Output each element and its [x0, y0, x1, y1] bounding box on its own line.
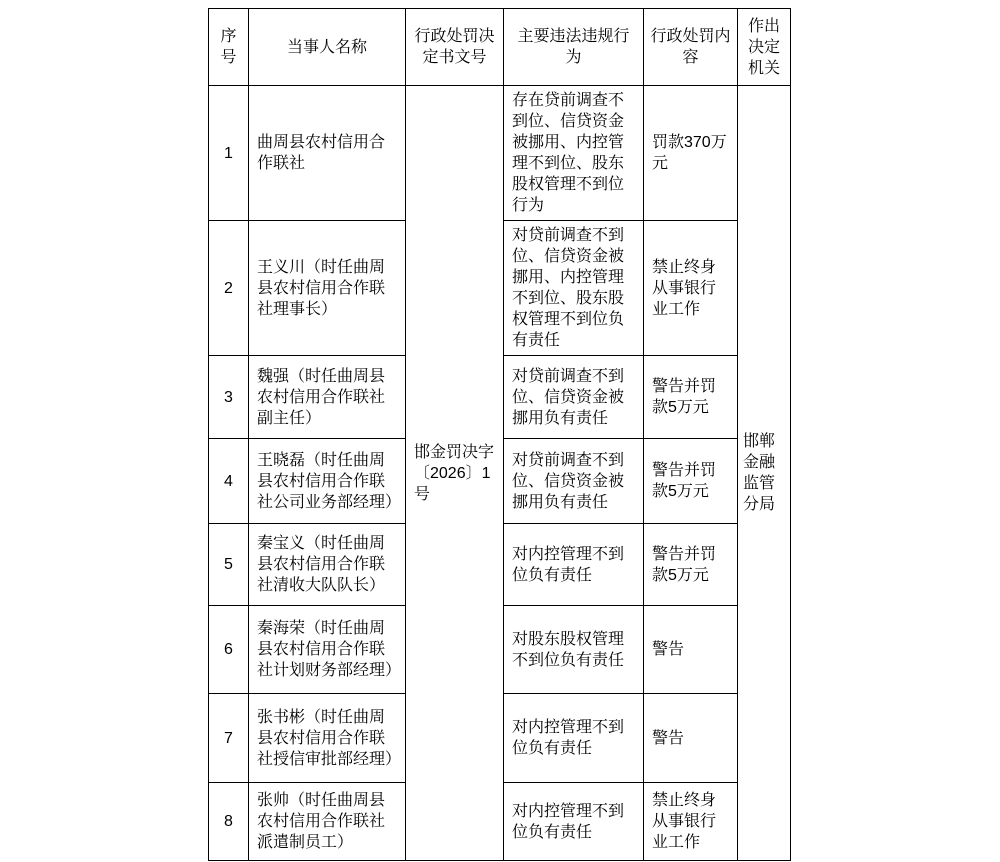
- col-header-index: 序号: [209, 9, 249, 86]
- row-index-cell: 8: [209, 783, 249, 861]
- party-name-cell: 秦宝义（时任曲周县农村信用合作联社清收大队队长）: [249, 524, 406, 606]
- party-name-cell: 张书彬（时任曲周县农村信用合作联社授信审批部经理）: [249, 694, 406, 783]
- penalty-cell: 警告: [644, 606, 738, 694]
- violation-cell: 存在贷前调查不到位、信贷资金被挪用、内控管理不到位、股东股权管理不到位行为: [504, 86, 644, 221]
- penalty-cell: 禁止终身从事银行业工作: [644, 783, 738, 861]
- col-header-authority: 作出决定机关: [738, 9, 791, 86]
- violation-cell: 对股东股权管理不到位负有责任: [504, 606, 644, 694]
- table-row: [209, 86, 791, 221]
- penalty-cell: 禁止终身从事银行业工作: [644, 221, 738, 356]
- col-header-doc-number: 行政处罚决定书文号: [406, 9, 504, 86]
- row-index-cell: 4: [209, 439, 249, 524]
- party-name-cell: 曲周县农村信用合作联社: [249, 86, 406, 221]
- row-index-cell: 6: [209, 606, 249, 694]
- violation-cell: 对内控管理不到位负有责任: [504, 694, 644, 783]
- doc-number-cell: 邯金罚决字〔2026〕1号: [406, 86, 504, 861]
- penalty-cell: 警告: [644, 694, 738, 783]
- table-header-row: [209, 9, 791, 86]
- col-header-party: 当事人名称: [249, 9, 406, 86]
- party-name-cell: 秦海荣（时任曲周县农村信用合作联社计划财务部经理）: [249, 606, 406, 694]
- row-index-cell: 5: [209, 524, 249, 606]
- party-name-cell: 王晓磊（时任曲周县农村信用合作联社公司业务部经理）: [249, 439, 406, 524]
- party-name-cell: 魏强（时任曲周县农村信用合作联社副主任）: [249, 356, 406, 439]
- penalty-cell: 罚款370万元: [644, 86, 738, 221]
- penalty-cell: 警告并罚款5万元: [644, 439, 738, 524]
- row-index-cell: 2: [209, 221, 249, 356]
- authority-cell: 邯郸金融监管分局: [738, 86, 791, 861]
- violation-cell: 对贷前调查不到位、信贷资金被挪用负有责任: [504, 439, 644, 524]
- party-name-cell: 王义川（时任曲周县农村信用合作联社理事长）: [249, 221, 406, 356]
- violation-cell: 对内控管理不到位负有责任: [504, 783, 644, 861]
- violation-cell: 对内控管理不到位负有责任: [504, 524, 644, 606]
- col-header-violation: 主要违法违规行为: [504, 9, 644, 86]
- penalty-cell: 警告并罚款5万元: [644, 356, 738, 439]
- violation-cell: 对贷前调查不到位、信贷资金被挪用负有责任: [504, 356, 644, 439]
- row-index-cell: 1: [209, 86, 249, 221]
- col-header-penalty: 行政处罚内容: [644, 9, 738, 86]
- row-index-cell: 3: [209, 356, 249, 439]
- penalty-table: [208, 8, 791, 861]
- row-index-cell: 7: [209, 694, 249, 783]
- violation-cell: 对贷前调查不到位、信贷资金被挪用、内控管理不到位、股东股权管理不到位负有责任: [504, 221, 644, 356]
- party-name-cell: 张帅（时任曲周县农村信用合作联社派遣制员工）: [249, 783, 406, 861]
- penalty-cell: 警告并罚款5万元: [644, 524, 738, 606]
